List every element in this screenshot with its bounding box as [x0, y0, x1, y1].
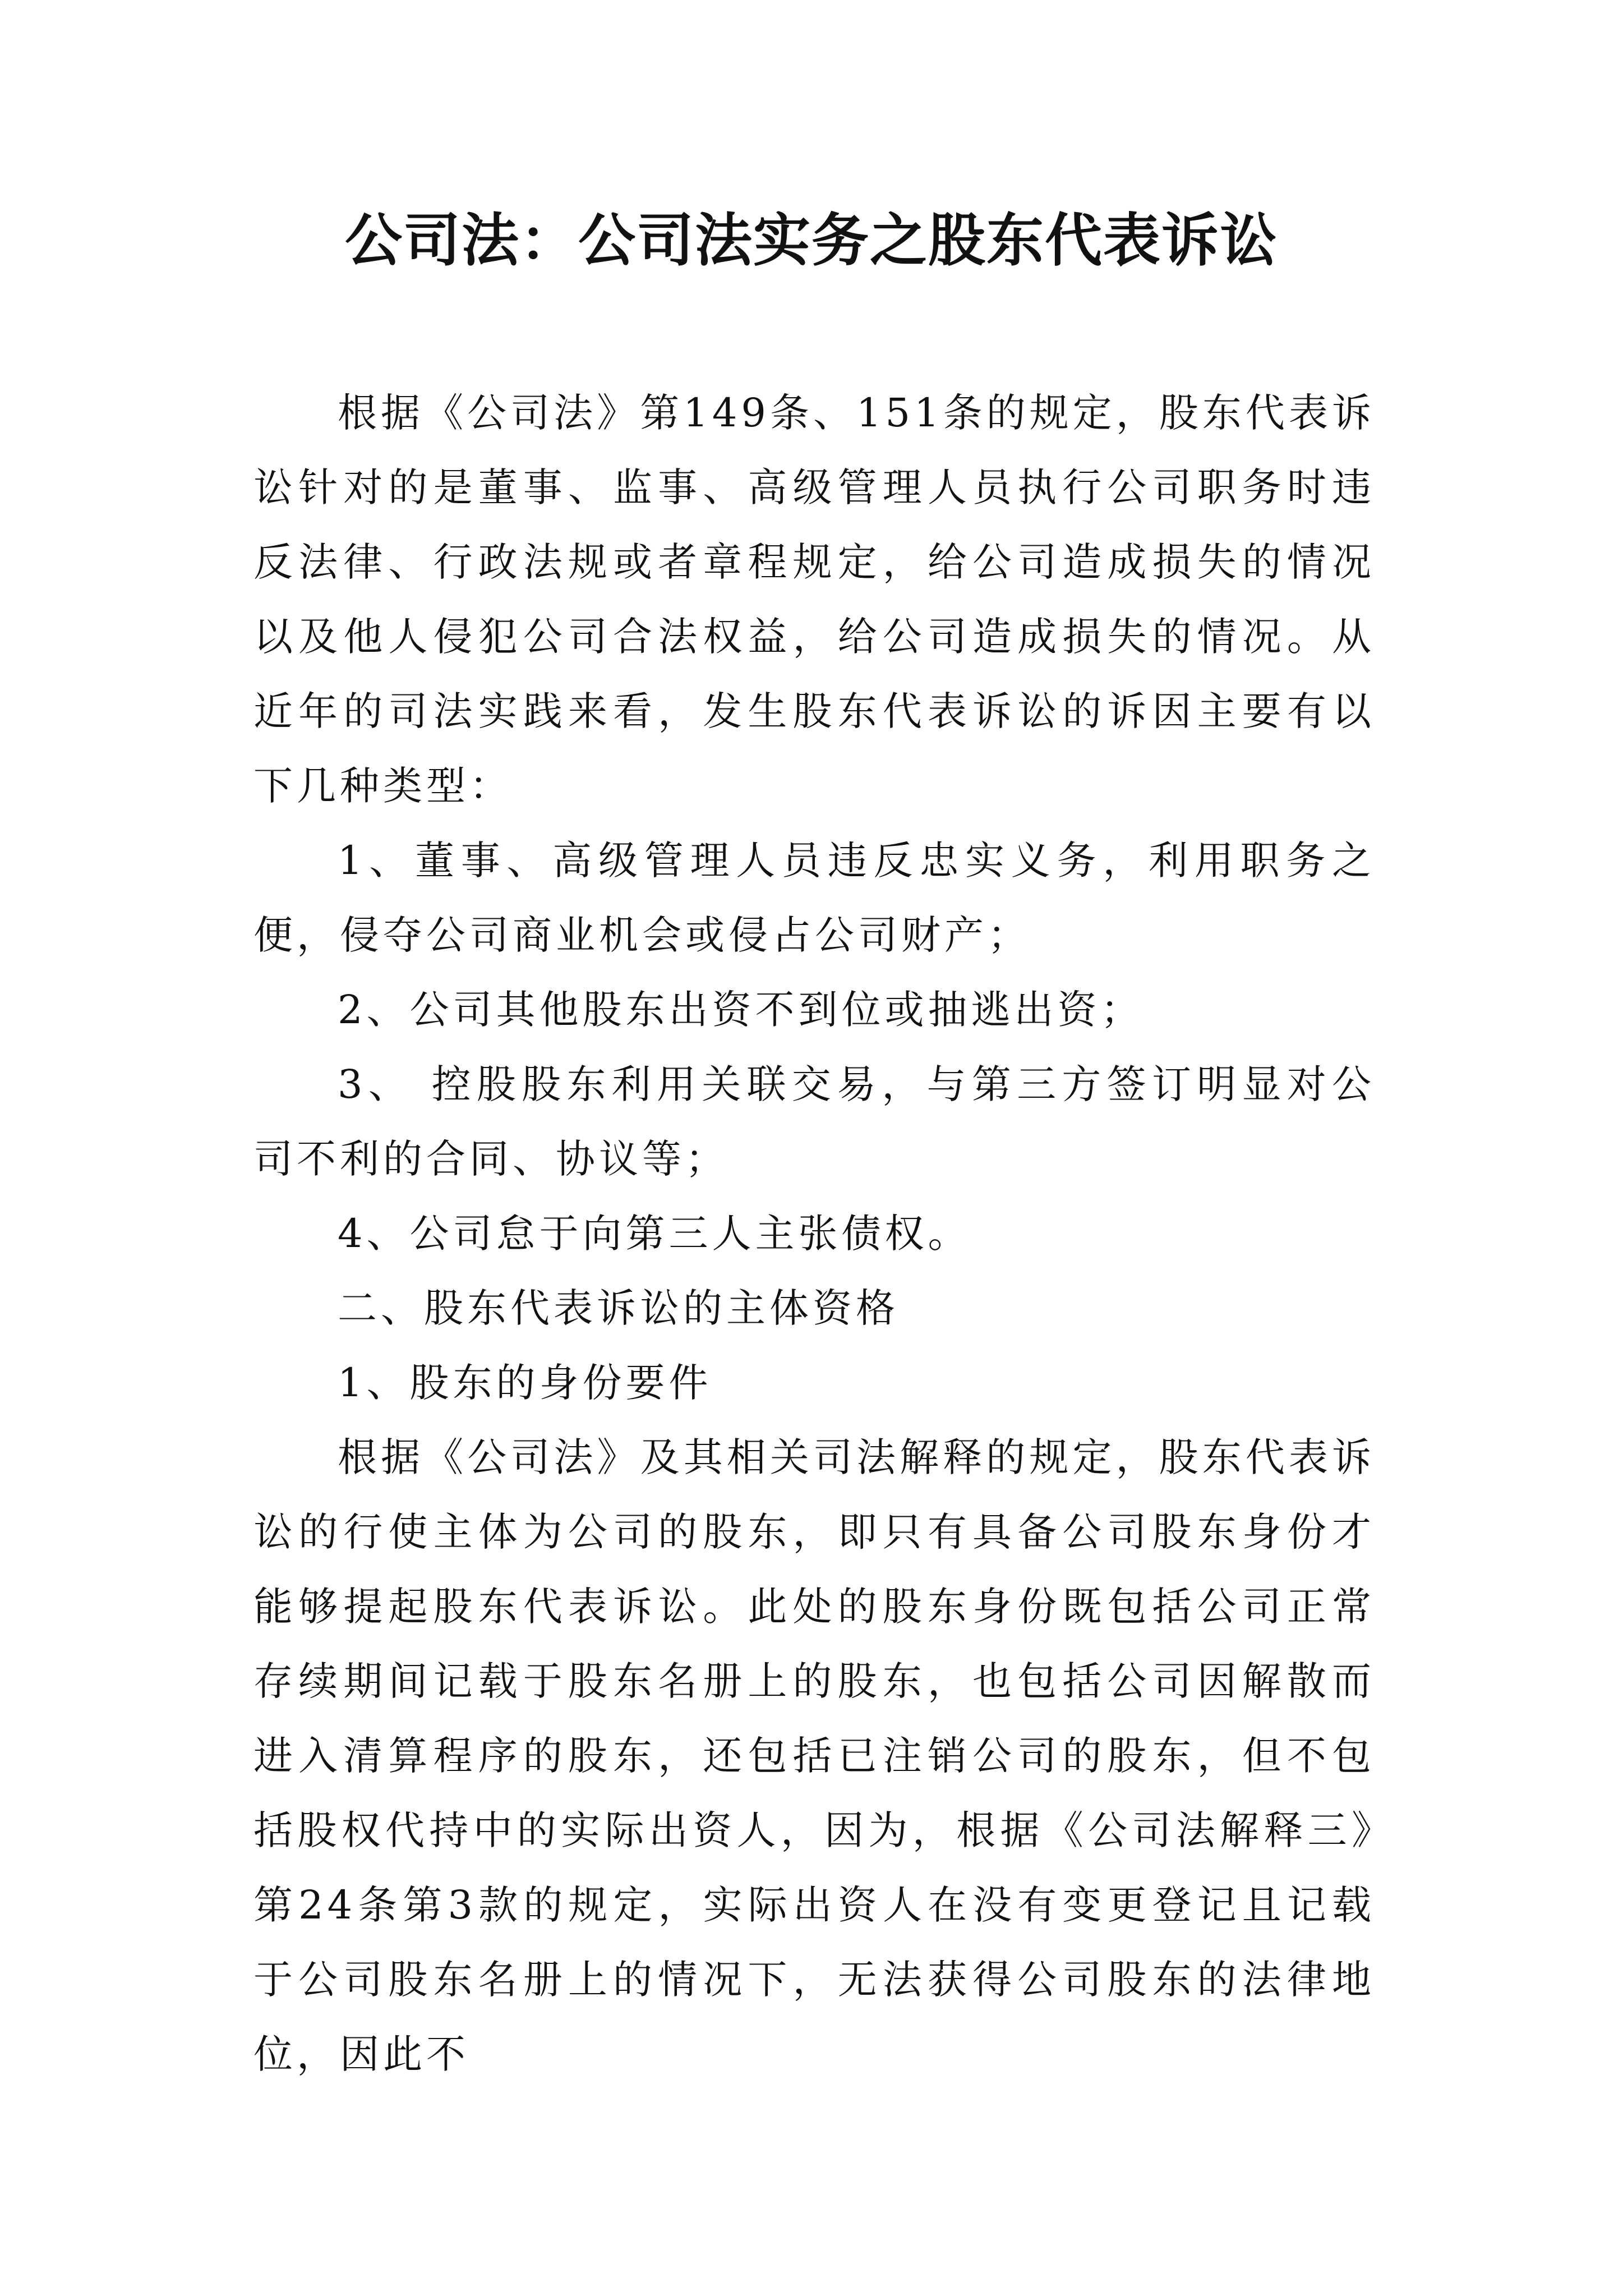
paragraph-intro: 根据《公司法》第149条、151条的规定，股东代表诉讼针对的是董事、监事、高级管理人员执行公司职务时违反法律、行政法规或者章程规定，给公司造成损失的情况以及他人侵犯公司合法权益，给公司造成损失的情况。从近年的司法实践来看，发生股东代表诉讼的诉因主要有以下几种类型： [253, 390, 1375, 809]
paragraph-item-1: 1、董事、高级管理人员违反忠实义务，利用职务之便，侵夺公司商业机会或侵占公司财产； [253, 838, 1375, 958]
paragraph-item-2: 2、公司其他股东出资不到位或抽逃出资； [338, 987, 1144, 1033]
paragraph-item-3: 3、 控股股东利用关联交易，与第三方签订明显对公司不利的合同、协议等； [253, 1061, 1375, 1182]
subsection-heading-shareholder-identity: 1、股东的身份要件 [338, 1360, 712, 1406]
section-heading-subject-qualification: 二、股东代表诉讼的主体资格 [338, 1285, 899, 1331]
paragraph-shareholder-identity: 根据《公司法》及其相关司法解释的规定，股东代表诉讼的行使主体为公司的股东，即只有具备公司股东身份才能够提起股东代表诉讼。此处的股东身份既包括公司正常存续期间记载于股东名册上的股东，也包括公司因解散而进入清算程序的股东，还包括已注销公司的股东，但不包括股权代持中的实际出资人，因为，根据《公司法解释三》第24条第3款的规定，实际出资人在没有变更登记且记载于公司股东名册上的情况下，无法获得公司股东的法律地位，因此不 [253, 1434, 1375, 2077]
document-title: 公司法：公司法实务之股东代表诉讼 [345, 208, 1278, 274]
document-body [253, 376, 1375, 2092]
paragraph-item-4: 4、公司怠于向第三人主张债权。 [338, 1211, 971, 1257]
